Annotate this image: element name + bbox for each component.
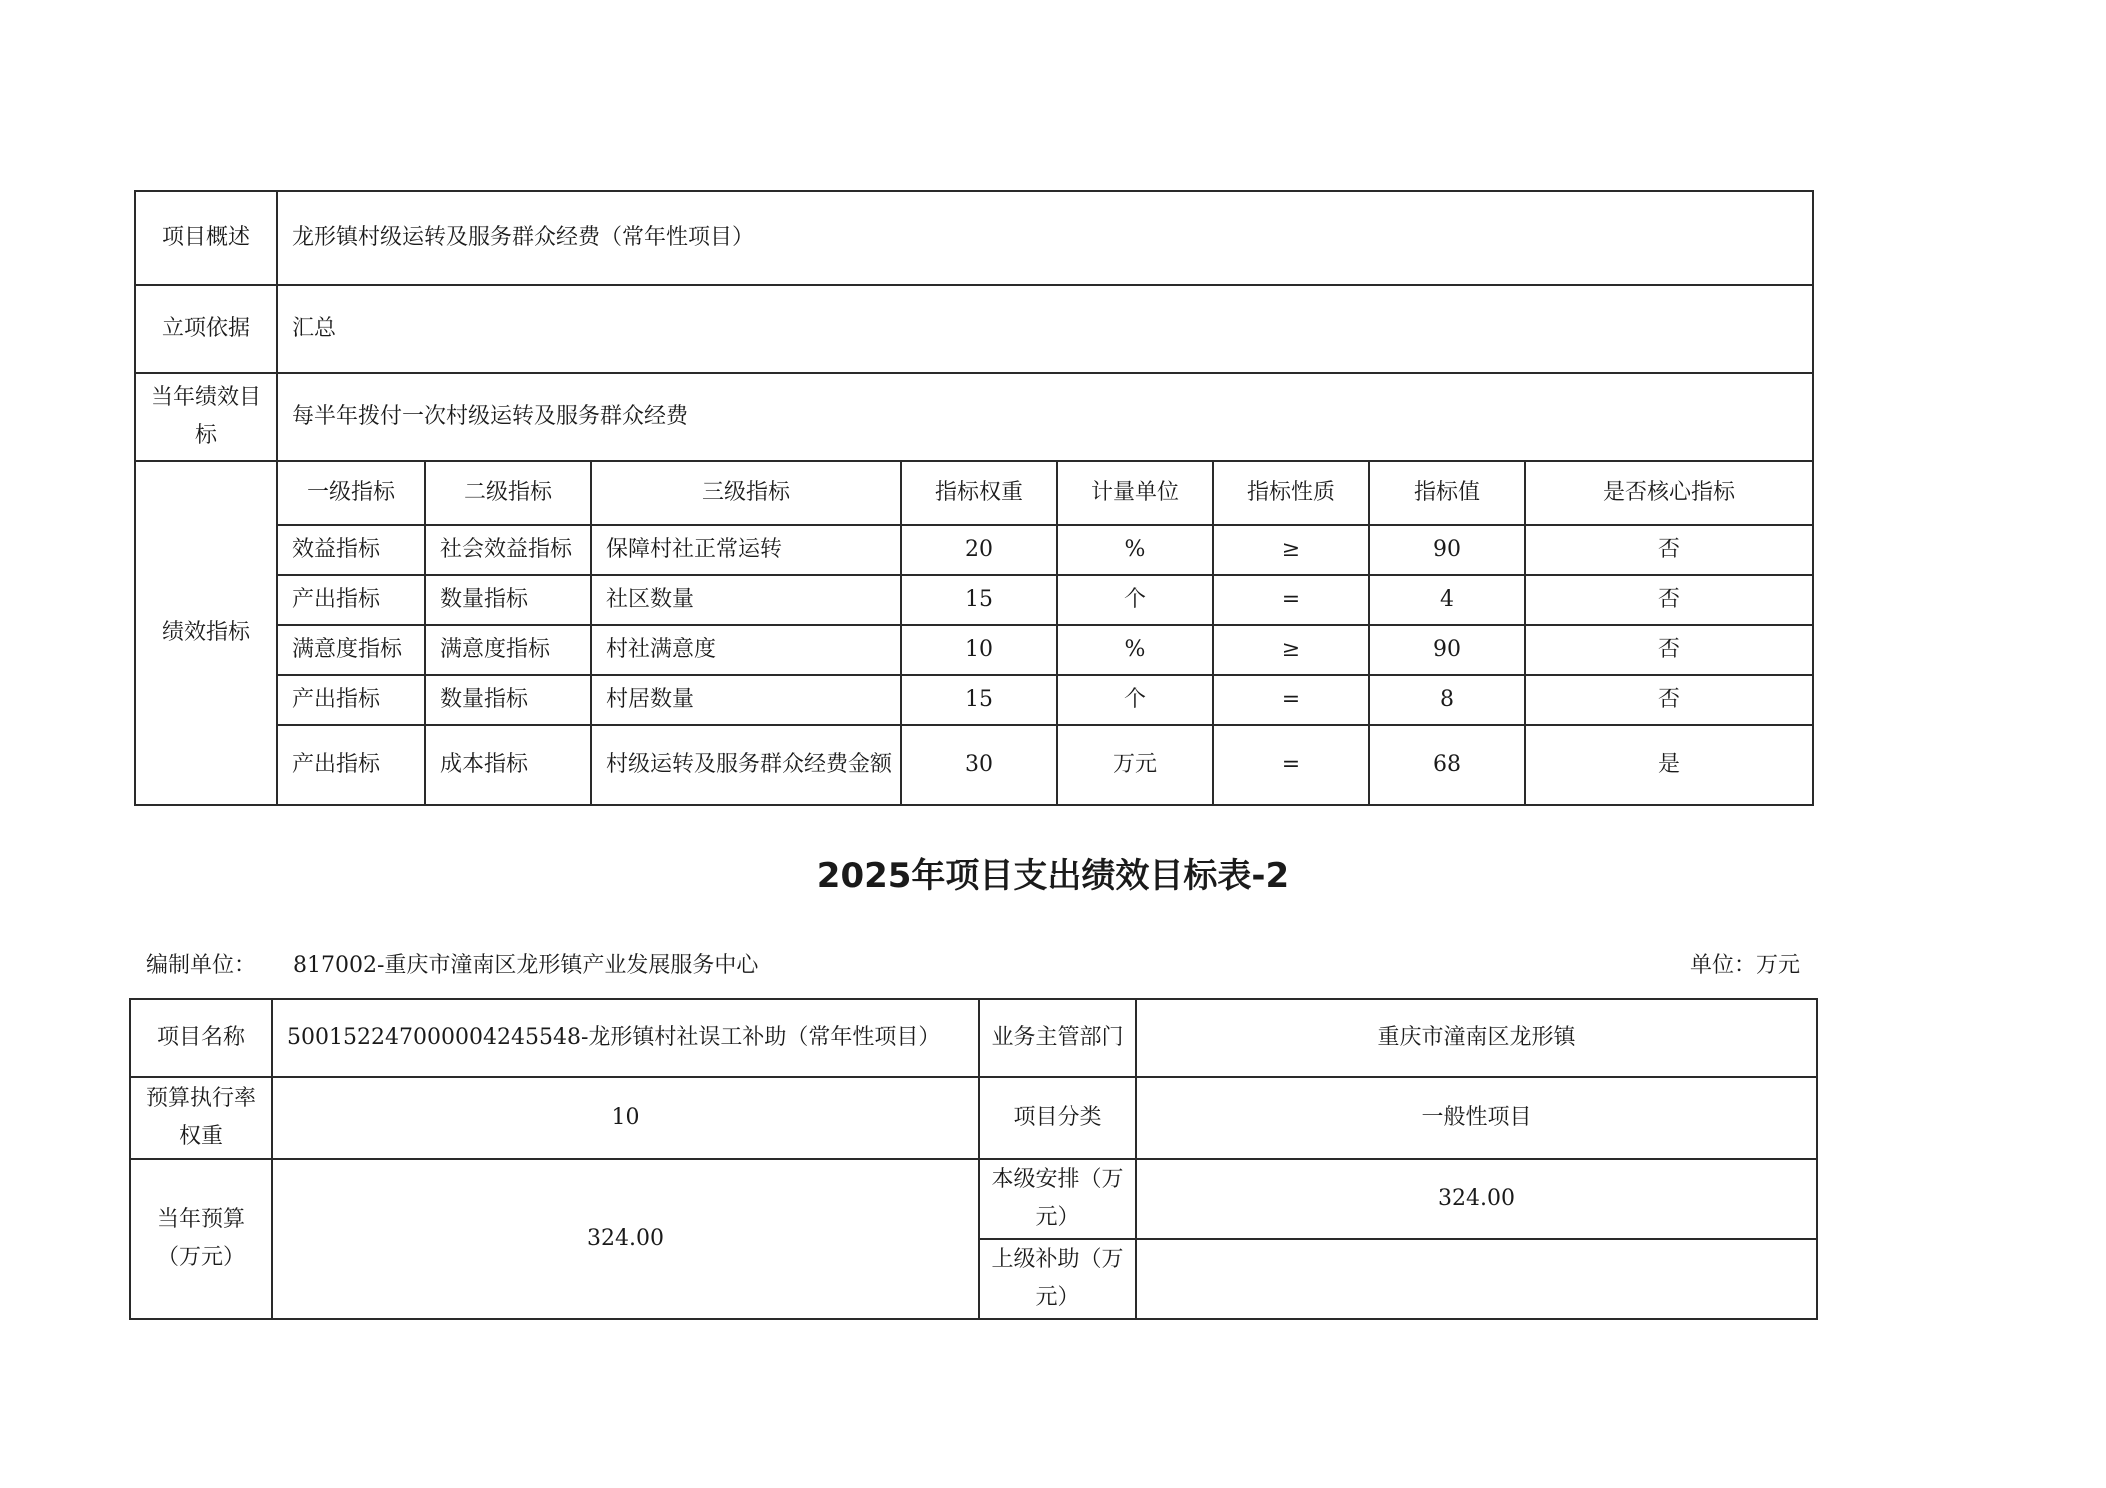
cell: 4	[1369, 575, 1525, 625]
local-funding-value: 324.00	[1136, 1159, 1817, 1239]
header-cell: 二级指标	[425, 461, 591, 525]
compile-unit-label: 编制单位：	[146, 953, 257, 978]
cell: 村社满意度	[591, 625, 901, 675]
cell: 30	[901, 725, 1057, 805]
cell: 成本指标	[425, 725, 591, 805]
cell: 15	[901, 675, 1057, 725]
cell: 保障村社正常运转	[591, 525, 901, 575]
header-cell: 一级指标	[277, 461, 425, 525]
cell: 否	[1525, 525, 1813, 575]
compile-unit-value: 817002-重庆市潼南区龙形镇产业发展服务中心	[293, 953, 759, 978]
cell: 效益指标	[277, 525, 425, 575]
overview-label: 项目概述	[135, 191, 277, 285]
header-cell: 指标性质	[1213, 461, 1369, 525]
currency-unit: 单位：万元	[1689, 953, 1800, 978]
cell: 是	[1525, 725, 1813, 805]
header-cell: 指标值	[1369, 461, 1525, 525]
cell: 否	[1525, 625, 1813, 675]
page-title: 2025年项目支出绩效目标表-2	[816, 856, 1290, 896]
cell: 数量指标	[425, 575, 591, 625]
exec-rate-value: 10	[272, 1077, 979, 1159]
cell: ≥	[1213, 625, 1369, 675]
exec-rate-label: 预算执行率权重	[130, 1077, 272, 1159]
basis-value: 汇总	[277, 285, 1813, 373]
table-row	[135, 725, 1813, 805]
cell: 万元	[1057, 725, 1213, 805]
cell: 村级运转及服务群众经费金额	[591, 725, 901, 805]
project-name-label: 项目名称	[130, 999, 272, 1077]
cell: 90	[1369, 525, 1525, 575]
cell: 满意度指标	[277, 625, 425, 675]
cell: 个	[1057, 575, 1213, 625]
cell: 个	[1057, 675, 1213, 725]
dept-label: 业务主管部门	[979, 999, 1136, 1077]
dept-value: 重庆市潼南区龙形镇	[1136, 999, 1817, 1077]
header-cell: 计量单位	[1057, 461, 1213, 525]
table-row	[135, 575, 1813, 625]
cell: 10	[901, 625, 1057, 675]
performance-table-1	[134, 190, 1814, 806]
cell: 数量指标	[425, 675, 591, 725]
budget-label: 当年预算（万元）	[130, 1159, 272, 1319]
goal-label: 当年绩效目标	[135, 373, 277, 461]
compile-unit	[146, 948, 758, 979]
cell: 否	[1525, 675, 1813, 725]
perf-label: 绩效指标	[135, 461, 277, 805]
cell: 15	[901, 575, 1057, 625]
cell: 90	[1369, 625, 1525, 675]
table-row	[135, 525, 1813, 575]
category-value: 一般性项目	[1136, 1077, 1817, 1159]
cell: 68	[1369, 725, 1525, 805]
cell: =	[1213, 675, 1369, 725]
goal-value: 每半年拨付一次村级运转及服务群众经费	[277, 373, 1813, 461]
cell: %	[1057, 525, 1213, 575]
cell: 20	[901, 525, 1057, 575]
overview-value: 龙形镇村级运转及服务群众经费（常年性项目）	[277, 191, 1813, 285]
category-label: 项目分类	[979, 1077, 1136, 1159]
local-funding-label: 本级安排（万元）	[979, 1159, 1136, 1239]
cell: =	[1213, 725, 1369, 805]
header-cell: 是否核心指标	[1525, 461, 1813, 525]
cell: ≥	[1213, 525, 1369, 575]
cell: 产出指标	[277, 575, 425, 625]
cell: =	[1213, 575, 1369, 625]
cell: 社会效益指标	[425, 525, 591, 575]
performance-table-2	[129, 998, 1818, 1320]
cell: %	[1057, 625, 1213, 675]
cell: 产出指标	[277, 725, 425, 805]
table-row	[135, 625, 1813, 675]
header-cell: 指标权重	[901, 461, 1057, 525]
upper-subsidy-value	[1136, 1239, 1817, 1319]
cell: 否	[1525, 575, 1813, 625]
cell: 满意度指标	[425, 625, 591, 675]
upper-subsidy-label: 上级补助（万元）	[979, 1239, 1136, 1319]
header-cell: 三级指标	[591, 461, 901, 525]
project-name-value: 500152247000004245548-龙形镇村社误工补助（常年性项目）	[272, 999, 979, 1077]
cell: 社区数量	[591, 575, 901, 625]
indicator-header-row	[135, 461, 1813, 525]
cell: 村居数量	[591, 675, 901, 725]
basis-label: 立项依据	[135, 285, 277, 373]
budget-value: 324.00	[272, 1159, 979, 1319]
cell: 产出指标	[277, 675, 425, 725]
table-row	[135, 675, 1813, 725]
cell: 8	[1369, 675, 1525, 725]
